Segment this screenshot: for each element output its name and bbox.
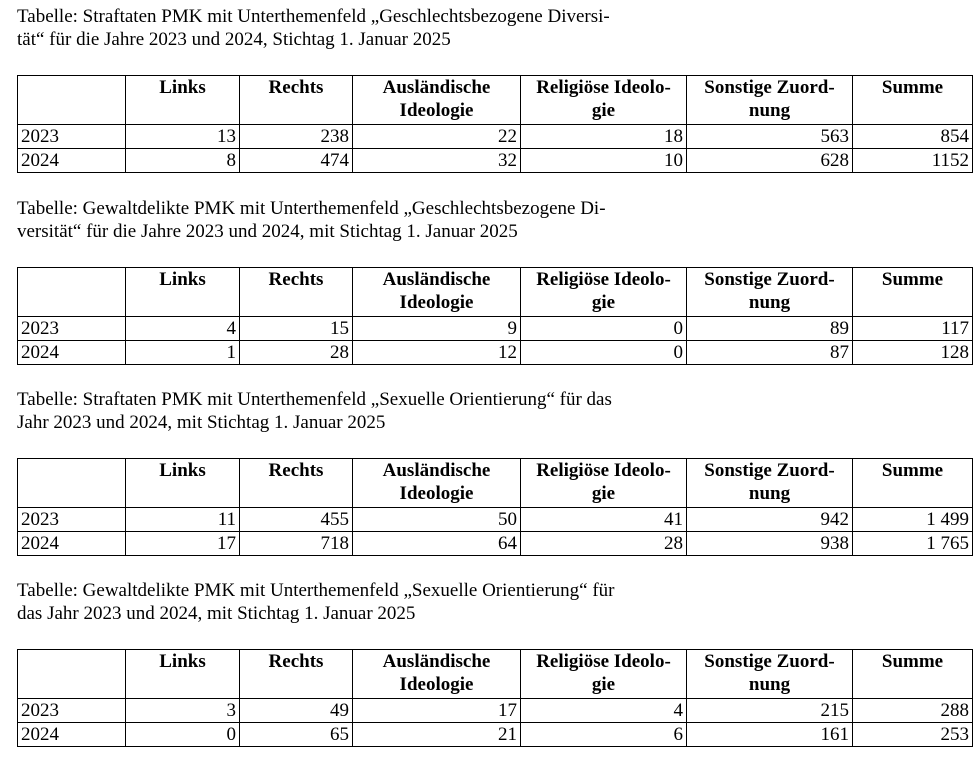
value-cell: 455 [240,508,353,532]
value-cell: 0 [126,723,240,747]
value-cell: 628 [687,149,853,173]
header-cell-empty [18,650,126,699]
header-cell-rechts: Rechts [240,76,353,125]
value-cell: 215 [687,699,853,723]
table-header-row [18,459,973,508]
table-row [18,508,973,532]
value-cell: 28 [240,341,353,365]
value-cell: 938 [687,532,853,556]
table-header-row [18,268,973,317]
data-table-1 [17,75,973,173]
value-cell: 0 [521,341,687,365]
value-cell: 1 [126,341,240,365]
header-cell-links: Links [126,268,240,317]
table-section-3 [17,388,973,554]
value-cell: 49 [240,699,353,723]
value-cell: 28 [521,532,687,556]
table-section-1 [17,5,973,171]
table-row [18,149,973,173]
header-cell-sonstige-zuordnung: Sonstige Zuord- nung [687,76,853,125]
value-cell: 50 [353,508,521,532]
data-table-3 [17,458,973,556]
year-cell: 2023 [18,699,126,723]
year-cell: 2023 [18,317,126,341]
value-cell: 87 [687,341,853,365]
header-cell-rechts: Rechts [240,268,353,317]
value-cell: 4 [521,699,687,723]
header-cell-summe: Summe [853,650,973,699]
value-cell: 12 [353,341,521,365]
header-cell-summe: Summe [853,268,973,317]
value-cell: 238 [240,125,353,149]
value-cell: 17 [126,532,240,556]
header-cell-links: Links [126,76,240,125]
year-cell: 2023 [18,508,126,532]
value-cell: 13 [126,125,240,149]
value-cell: 17 [353,699,521,723]
value-cell: 18 [521,125,687,149]
table-row [18,341,973,365]
header-cell-religioese-ideologie: Religiöse Ideolo- gie [521,76,687,125]
value-cell: 0 [521,317,687,341]
year-cell: 2023 [18,125,126,149]
value-cell: 6 [521,723,687,747]
sum-cell: 288 [853,699,973,723]
table-header-row [18,76,973,125]
sum-cell: 1152 [853,149,973,173]
year-cell: 2024 [18,532,126,556]
data-table-2 [17,267,973,365]
value-cell: 942 [687,508,853,532]
header-cell-religioese-ideologie: Religiöse Ideolo- gie [521,650,687,699]
header-cell-auslaendische-ideologie: Ausländische Ideologie [353,459,521,508]
header-cell-rechts: Rechts [240,650,353,699]
table-row [18,532,973,556]
table-caption-2: Tabelle: Gewaltdelikte PMK mit Unterthemenfeld „Geschlechtsbezogene Di- versität“ für die Jahre 2023 und 2024, mit Stichtag 1. Januar 2025 [17,198,606,242]
header-cell-empty [18,268,126,317]
header-cell-links: Links [126,459,240,508]
value-cell: 474 [240,149,353,173]
value-cell: 65 [240,723,353,747]
value-cell: 3 [126,699,240,723]
header-cell-rechts: Rechts [240,459,353,508]
sum-cell: 128 [853,341,973,365]
value-cell: 11 [126,508,240,532]
table-row [18,317,973,341]
header-cell-auslaendische-ideologie: Ausländische Ideologie [353,268,521,317]
table-caption-1: Tabelle: Straftaten PMK mit Unterthemenfeld „Geschlechtsbezogene Diversi- tät“ für die Jahre 2023 und 2024, Stichtag 1. Januar 2025 [17,6,610,50]
year-cell: 2024 [18,149,126,173]
value-cell: 32 [353,149,521,173]
table-section-2 [17,197,973,363]
header-cell-summe: Summe [853,76,973,125]
value-cell: 21 [353,723,521,747]
header-cell-auslaendische-ideologie: Ausländische Ideologie [353,650,521,699]
value-cell: 64 [353,532,521,556]
table-caption-3: Tabelle: Straftaten PMK mit Unterthemenfeld „Sexuelle Orientierung“ für das Jahr 2023 und 2024, mit Stichtag 1. Januar 2025 [17,389,612,433]
value-cell: 89 [687,317,853,341]
value-cell: 4 [126,317,240,341]
header-cell-empty [18,76,126,125]
sum-cell: 1 499 [853,508,973,532]
year-cell: 2024 [18,723,126,747]
sum-cell: 253 [853,723,973,747]
header-cell-religioese-ideologie: Religiöse Ideolo- gie [521,459,687,508]
header-cell-sonstige-zuordnung: Sonstige Zuord- nung [687,459,853,508]
value-cell: 15 [240,317,353,341]
header-cell-sonstige-zuordnung: Sonstige Zuord- nung [687,650,853,699]
value-cell: 8 [126,149,240,173]
value-cell: 41 [521,508,687,532]
header-cell-links: Links [126,650,240,699]
data-table-4 [17,649,973,747]
table-row [18,699,973,723]
table-caption-4: Tabelle: Gewaltdelikte PMK mit Unterthemenfeld „Sexuelle Orientierung“ für das Jahr 2023 und 2024, mit Stichtag 1. Januar 2025 [17,580,615,624]
header-cell-religioese-ideologie: Religiöse Ideolo- gie [521,268,687,317]
table-row [18,723,973,747]
header-cell-auslaendische-ideologie: Ausländische Ideologie [353,76,521,125]
value-cell: 718 [240,532,353,556]
sum-cell: 1 765 [853,532,973,556]
header-cell-empty [18,459,126,508]
table-row [18,125,973,149]
table-header-row [18,650,973,699]
value-cell: 563 [687,125,853,149]
sum-cell: 854 [853,125,973,149]
value-cell: 22 [353,125,521,149]
sum-cell: 117 [853,317,973,341]
table-section-4 [17,579,973,745]
header-cell-sonstige-zuordnung: Sonstige Zuord- nung [687,268,853,317]
year-cell: 2024 [18,341,126,365]
value-cell: 161 [687,723,853,747]
value-cell: 9 [353,317,521,341]
header-cell-summe: Summe [853,459,973,508]
value-cell: 10 [521,149,687,173]
